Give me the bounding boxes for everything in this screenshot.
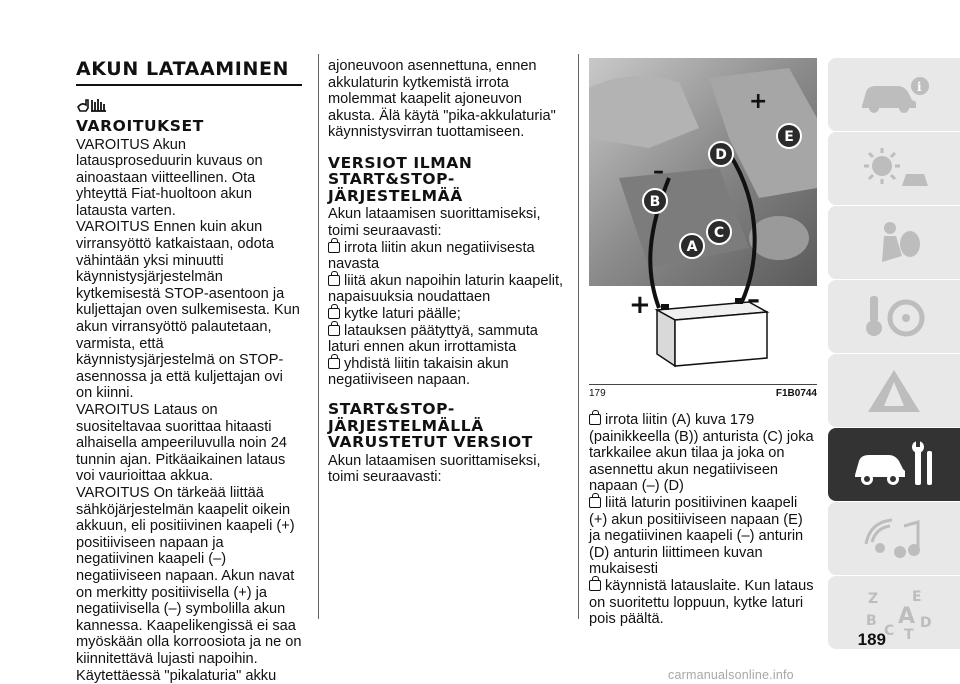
warning-hand-icon	[76, 96, 116, 114]
warning-paragraph: VAROITUS Akun latausproseduurin kuvaus on ainoastaan viitteellinen. Ota yhteyttä Fiat-huoltoon akun latausta varten.	[76, 136, 263, 219]
list-item: liitä laturin positiivinen kaapeli (+) akun positiiviseen napaan (E) ja negatiivinen kaapeli (–) anturin (D) anturin liittimeen kuvan mukaisesti	[589, 494, 804, 578]
tab-dashboard[interactable]	[828, 132, 960, 205]
figure-number: 179	[589, 388, 606, 399]
bullet-icon	[328, 275, 340, 286]
bullet-icon	[328, 242, 340, 253]
section-title: AKUN LATAAMINEN	[76, 58, 302, 86]
svg-text:–: –	[653, 159, 664, 184]
tab-starting-driving[interactable]	[828, 280, 960, 353]
figure-rule	[589, 384, 817, 385]
figure-callout-a	[680, 234, 704, 258]
tab-safety[interactable]	[828, 206, 960, 279]
section-heading-start-stop: START&STOP-JÄRJESTELMÄLLÄ VARUSTETUT VERSIOT	[328, 400, 533, 451]
figure-callout-d	[709, 142, 733, 166]
index-letter: T	[904, 626, 914, 641]
index-letter: C	[884, 622, 895, 639]
section-intro: Akun lataamisen suorittamiseksi, toimi seuraavasti:	[328, 452, 541, 486]
multimedia-icon	[854, 514, 934, 564]
svg-text:i: i	[917, 79, 922, 94]
tab-maintenance[interactable]	[828, 428, 960, 501]
list-item: käynnistä latauslaite. Kun lataus on suoritettu loppuun, kytke laturi pois päältä.	[589, 577, 814, 628]
column-divider	[318, 54, 319, 619]
figure-code: F1B0744	[775, 388, 817, 399]
warning-triangle-road-icon	[854, 366, 934, 416]
svg-text:C: C	[713, 225, 725, 241]
section-intro: Akun lataamisen suorittamiseksi, toimi seuraavasti:	[328, 206, 541, 240]
page-number: 189	[857, 630, 886, 649]
warning-paragraph: VAROITUS On tärkeää liittää sähköjärjestelmän kaapelit oikein akkuun, eli positiivinen kaapeli (+) positiiviseen napaan ja negatiivinen kaapeli (–) negatiiviseen napaan. Akun navat on merkitty positiivisella (+) ja negatiivisella (–) symbolilla akun kannessa. Kaapelikengissä ei saa myöskään olla korroosiota ja ne on kiinnitettävä lujasti napoihin. Käytettäessä "pikalaturia" akku	[76, 484, 302, 684]
key-steering-wheel-icon	[854, 292, 934, 342]
sun-lights-icon	[854, 144, 934, 194]
bullet-icon	[589, 414, 601, 425]
section-heading-no-stop: VERSIOT ILMAN START&STOP-JÄRJESTELMÄÄ	[328, 153, 473, 205]
tab-multimedia[interactable]	[828, 502, 960, 575]
column-left	[76, 58, 302, 684]
list-item: kytke laturi päälle;	[328, 306, 568, 323]
list-item: irrota liitin (A) kuva 179 (painikkeella (B)) anturista (C) joka tarkkailee akun tilaa ja joka on asennettu akun negatiiviseen napaan (–) (D)	[589, 412, 814, 495]
warning-heading: VAROITUKSET	[76, 117, 204, 135]
chapter-tabs	[828, 58, 960, 650]
continued-text: ajoneuvoon asennettuna, ennen akkulaturin kytkemistä irrota molemmat kaapelit ajoneuvon akusta. Älä käytä "pika-akkulaturia" käynnistysvirran tuottamiseen.	[328, 58, 556, 141]
index-letter: D	[920, 614, 932, 631]
column-right	[589, 412, 817, 628]
bullet-icon	[328, 325, 340, 336]
list-item: latauksen päätyttyä, sammuta laturi ennen akun irrottamista	[328, 322, 538, 356]
svg-text:A: A	[686, 239, 698, 255]
minus-symbol: –	[747, 285, 760, 315]
column-divider	[578, 54, 579, 619]
list-item: liitä akun napoihin laturin kaapelit, napaisuuksia noudattaen	[328, 272, 564, 306]
battery-charging-figure	[589, 58, 817, 384]
bullet-icon	[589, 497, 601, 508]
column-middle	[328, 58, 568, 486]
plus-symbol: +	[629, 290, 651, 320]
figure-callout-b	[643, 189, 667, 213]
bullet-icon	[328, 358, 340, 369]
svg-text:+: +	[749, 89, 768, 114]
list-item: yhdistä liitin takaisin akun negatiiviseen napaan.	[328, 355, 509, 389]
watermark: carmanualsonline.info	[668, 668, 794, 682]
index-letter: B	[866, 612, 877, 629]
warning-paragraph: VAROITUS Lataus on suositeltavaa suorittaa hitaasti alhaisella ampeeriluvulla noin 24 tunnin ajan. Pitkäaikainen lataus voi vaurioittaa akkua.	[76, 402, 287, 485]
svg-text:B: B	[649, 194, 661, 210]
svg-text:D: D	[715, 147, 727, 163]
list-item: irrota liitin akun negatiivisesta navasta	[328, 239, 535, 273]
index-letter: E	[912, 588, 922, 605]
index-letter: Z	[868, 590, 879, 607]
index-letter: A	[898, 603, 916, 629]
car-info-icon	[854, 70, 934, 120]
figure-callout-c	[707, 220, 731, 244]
airbag-icon	[854, 218, 934, 268]
bullet-icon	[328, 308, 340, 319]
tab-emergency[interactable]	[828, 354, 960, 427]
warning-paragraph: VAROITUS Ennen kuin akun virransyöttö katkaistaan, odota vähintään yksi minuutti käynnistysjärjestelmän kytkemisestä STOP-asentoon ja kuljettajan oven sulkemisesta. Kun akun virransyöttö palautetaan, varmista, että käynnistysjärjestelmä on STOP-asennossa ja että kuljettajan ovi on kiinni.	[76, 219, 300, 402]
tab-vehicle-info[interactable]	[828, 58, 960, 131]
svg-text:E: E	[784, 129, 794, 145]
car-wrench-icon	[849, 437, 939, 493]
figure-callout-e	[777, 124, 801, 148]
bullet-icon	[589, 580, 601, 591]
